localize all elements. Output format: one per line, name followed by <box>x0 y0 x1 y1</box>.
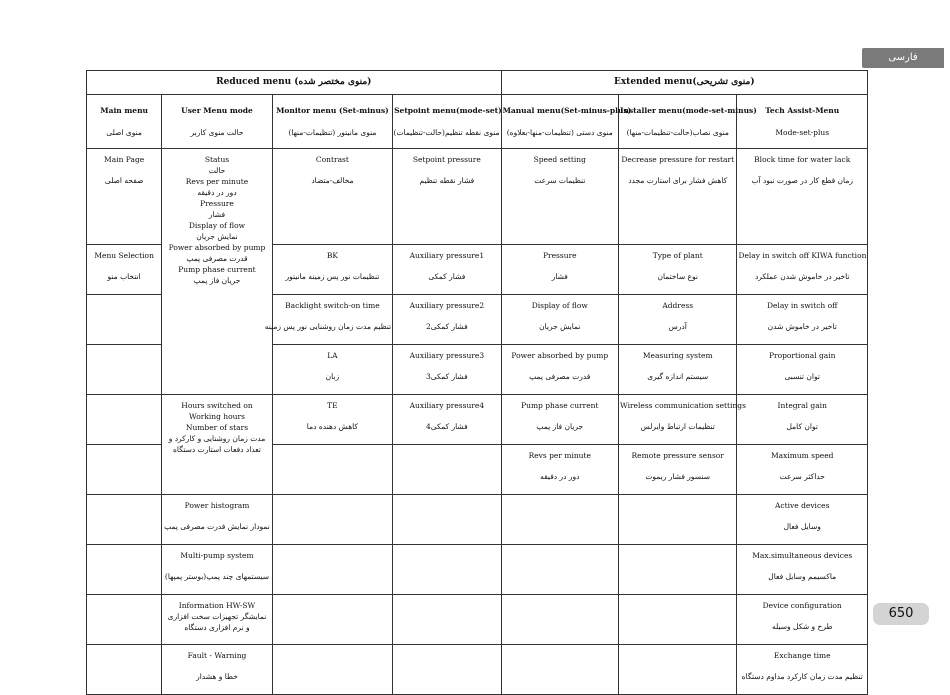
main-cell <box>87 595 162 645</box>
tech-cell <box>737 295 868 345</box>
cell-text: Decrease pressure for restart <box>621 155 735 164</box>
setpoint-cell <box>393 149 501 245</box>
cell-text: TE <box>327 401 338 410</box>
cell-text: زبان <box>325 372 340 381</box>
cell-text: تعداد دفعات استارت دستگاه <box>173 445 261 454</box>
column-header <box>87 95 162 149</box>
column-header-fa: منوی اصلی <box>106 128 142 137</box>
cell-text: وسایل فعال <box>783 522 821 531</box>
column-header <box>737 95 868 149</box>
cell-text: تنظیم مدت زمان کارکرد مداوم دستگاه <box>741 672 863 681</box>
column-header <box>393 95 501 149</box>
cell-text: Revs per minute <box>528 451 591 460</box>
manual-cell <box>501 245 618 295</box>
cell-text: Exchange time <box>773 651 831 660</box>
manual-cell <box>501 445 618 495</box>
table-row <box>87 545 868 595</box>
cell-text: جریان فاز پمپ <box>536 422 584 431</box>
tech-cell <box>737 445 868 495</box>
setpoint-cell <box>393 245 501 295</box>
cell-text: صفحه اصلی <box>104 176 144 185</box>
cell-text: فشار نقطه تنظیم <box>419 176 475 185</box>
column-header <box>272 95 392 149</box>
manual-cell <box>501 149 618 245</box>
cell-text: تاخیر در خاموش شدن عملکرد <box>754 272 850 281</box>
column-header <box>162 95 272 149</box>
cell-text: Proportional gain <box>768 351 836 360</box>
column-header-fa: Mode-set-plus <box>775 128 830 137</box>
cell-text: Multi-pump system <box>180 551 254 560</box>
monitor-cell <box>264 295 392 345</box>
cell-text: Setpoint pressure <box>412 155 481 164</box>
cell-text: Speed setting <box>533 155 586 164</box>
monitor-cell <box>272 345 392 395</box>
user-cell <box>162 495 272 545</box>
cell-text: مخالف-متضاد <box>311 176 354 185</box>
cell-text: قدرت مصرفی پمپ <box>529 372 591 381</box>
cell-text: حداکثر سرعت <box>779 472 825 481</box>
column-header-fa: منوی نقطه تنظیم(حالت-تنظیمات) <box>393 128 500 137</box>
reduced-menu-header: Reduced menu (منوی مختصر شده) <box>87 71 502 95</box>
cell-text: Auxiliary pressure4 <box>409 401 485 410</box>
menu-structure-table <box>86 70 868 695</box>
cell-text: LA <box>327 351 338 360</box>
cell-text: Auxiliary pressure1 <box>409 251 485 260</box>
tech-cell <box>737 395 868 445</box>
cell-text: Display of flow <box>531 301 588 310</box>
setpoint-cell <box>393 545 501 595</box>
main-cell <box>87 345 162 395</box>
main-cell <box>87 545 162 595</box>
cell-text: Fault - Warning <box>187 651 247 660</box>
installer-cell <box>619 295 737 345</box>
cell-text: Integral gain <box>777 401 827 410</box>
monitor-cell <box>272 445 392 495</box>
installer-cell <box>619 595 737 645</box>
manual-cell <box>501 295 618 345</box>
cell-text: نمایش جریان <box>539 322 581 331</box>
table-row <box>87 149 868 245</box>
installer-cell <box>619 245 737 295</box>
installer-cell <box>619 149 737 245</box>
installer-cell <box>619 345 737 395</box>
cell-text: فشار کمکی2 <box>426 322 468 331</box>
cell-text: دور در دقیقه <box>540 472 580 481</box>
cell-text: Hours switched on <box>181 401 253 410</box>
manual-cell <box>501 645 618 695</box>
cell-text: BK <box>326 251 338 260</box>
installer-cell <box>619 545 737 595</box>
setpoint-cell <box>393 295 501 345</box>
installer-cell <box>619 445 737 495</box>
cell-text: Pressure <box>542 251 577 260</box>
column-header-en: Installer menu(mode-set-minus) <box>620 106 757 115</box>
main-cell <box>87 495 162 545</box>
monitor-cell <box>272 645 392 695</box>
cell-text: فشار کمکی4 <box>426 422 468 431</box>
cell-text: Pump phase current <box>178 265 256 274</box>
cell-text: Max.simultaneous devices <box>752 551 853 560</box>
tech-cell <box>737 345 868 395</box>
cell-text: نوع ساختمان <box>657 272 698 281</box>
main-cell <box>87 645 162 695</box>
installer-cell <box>619 395 746 445</box>
cell-text: Backlight switch-on time <box>285 301 380 310</box>
monitor-cell <box>272 545 392 595</box>
column-header-en: User Menu mode <box>181 106 253 115</box>
cell-text: Type of plant <box>652 251 703 260</box>
column-header-en: Manual menu(Set-minus-plus) <box>502 106 632 115</box>
installer-cell <box>619 645 737 695</box>
tech-cell <box>737 545 868 595</box>
cell-text: کاهش دهنده دما <box>306 422 359 431</box>
manual-cell <box>501 495 618 545</box>
cell-text: Block time for water lack <box>754 155 851 164</box>
cell-text: فشار کمکی <box>428 272 466 281</box>
cell-text: Pressure <box>200 199 234 208</box>
column-header <box>619 95 757 149</box>
cell-text: نمایشگر تجهیزات سخت افزاری <box>167 612 267 621</box>
setpoint-cell <box>393 345 501 395</box>
cell-text: Delay in switch off KIWA function <box>738 251 867 260</box>
column-header-en: Main menu <box>100 106 148 115</box>
tech-cell <box>737 595 868 645</box>
extended-menu-header: Extended menu(منوی تشریحی) <box>501 71 867 95</box>
user-cell <box>162 645 272 695</box>
table-row <box>87 595 868 645</box>
user-cell <box>162 545 272 595</box>
cell-text: زمان قطع کار در صورت نبود آب <box>751 176 853 185</box>
column-header-en: Tech Assist-Menu <box>765 106 840 115</box>
monitor-cell <box>272 495 392 545</box>
cell-text: Power histogram <box>184 501 250 510</box>
main-cell <box>87 245 162 295</box>
setpoint-cell <box>393 645 501 695</box>
column-header-fa: منوی دستی (تنظیمات-منها-بعلاوه) <box>506 128 613 137</box>
page-number: 650 <box>873 603 929 625</box>
cell-text: Power absorbed by pump <box>511 351 609 360</box>
cell-text: تنظیمات ارتباط وایرلس <box>640 422 715 431</box>
main-cell <box>87 149 162 245</box>
cell-text: Auxiliary pressure3 <box>409 351 485 360</box>
cell-text: سیستمهای چند پمپ(بوستر پمپها) <box>164 572 270 581</box>
user-cell <box>162 395 272 495</box>
cell-text: Power absorbed by pump <box>168 243 266 252</box>
cell-text: فشار <box>551 272 568 281</box>
manual-cell <box>501 595 618 645</box>
cell-text: Status <box>204 155 230 164</box>
cell-text: ماکسیمم وسایل فعال <box>768 572 837 581</box>
cell-text: Number of stars <box>185 423 249 432</box>
column-header-en: Monitor menu (Set-minus) <box>276 106 389 115</box>
cell-text: نمودار نمایش قدرت مصرفی پمپ <box>164 522 270 531</box>
user-cell <box>162 595 272 645</box>
cell-text: سنسور فشار ریموت <box>645 472 711 481</box>
cell-text: Device configuration <box>762 601 842 610</box>
cell-text: حالت <box>208 166 226 175</box>
cell-text: آدرس <box>668 322 687 331</box>
manual-cell <box>501 395 618 445</box>
table-row <box>87 645 868 695</box>
cell-text: طرح و شکل وسیله <box>771 622 833 631</box>
monitor-cell <box>272 595 392 645</box>
table-row <box>87 395 868 445</box>
cell-text: Wireless communication settings <box>620 401 746 410</box>
cell-text: Address <box>662 301 694 310</box>
cell-text: خطا و هشدار <box>196 672 238 681</box>
main-cell <box>87 395 162 445</box>
column-header-fa: منوی مانیتور (تنظیمات-منها) <box>288 128 377 137</box>
cell-text: دور در دقیقه <box>197 188 237 197</box>
cell-text: تنظیم مدت زمان روشنایی نور پس زمینه <box>264 322 392 331</box>
monitor-cell <box>272 245 392 295</box>
language-tab[interactable]: فارسی <box>862 48 944 68</box>
cell-text: Maximum speed <box>770 451 834 460</box>
setpoint-cell <box>393 395 501 445</box>
cell-text: Revs per minute <box>185 177 249 186</box>
column-header-fa: حالت منوی کاربر <box>190 128 244 137</box>
cell-text: تنظیمات نور پس زمینه مانیتور <box>285 272 380 281</box>
cell-text: فشار کمکی3 <box>426 372 468 381</box>
cell-text: انتخاب منو <box>107 272 141 281</box>
column-header <box>501 95 632 149</box>
table-row <box>87 495 868 545</box>
tech-cell <box>737 245 868 295</box>
user-cell <box>162 149 272 395</box>
cell-text: Auxiliary pressure2 <box>409 301 485 310</box>
cell-text: سیستم اندازه گیری <box>647 372 709 381</box>
cell-text: Delay in switch off <box>766 301 838 310</box>
setpoint-cell <box>393 445 501 495</box>
cell-text: Remote pressure sensor <box>631 451 724 460</box>
monitor-cell <box>272 395 392 445</box>
manual-cell <box>501 345 618 395</box>
cell-text: نمایش جریان <box>196 232 238 241</box>
cell-text: قدرت مصرفی پمپ <box>186 254 248 263</box>
cell-text: Working hours <box>189 412 245 421</box>
cell-text: Display of flow <box>188 221 246 230</box>
cell-text: Measuring system <box>642 351 713 360</box>
main-cell <box>87 295 162 345</box>
cell-text: جریان فاز پمپ <box>193 276 241 285</box>
cell-text: فشار <box>208 210 226 219</box>
installer-cell <box>619 495 737 545</box>
manual-cell <box>501 545 618 595</box>
tech-cell <box>737 645 868 695</box>
cell-text: Information HW-SW <box>178 601 256 610</box>
setpoint-cell <box>393 495 501 545</box>
cell-text: تاخیر در خاموش شدن <box>767 322 837 331</box>
main-cell <box>87 445 162 495</box>
cell-text: کاهش فشار برای استارت مجدد <box>628 176 728 185</box>
monitor-cell <box>272 149 392 245</box>
column-header-fa: منوی نصاب(حالت-تنظیمات-منها) <box>626 128 729 137</box>
cell-text: Pump phase current <box>521 401 599 410</box>
cell-text: Contrast <box>315 155 349 164</box>
column-header-en: Setpoint menu(mode-set) <box>394 106 502 115</box>
cell-text: توان تنسبی <box>784 372 820 381</box>
cell-text: تنظیمات سرعت <box>534 176 586 185</box>
cell-text: Menu Selection <box>94 251 154 260</box>
cell-text: مدت زمان روشنایی و کارکرد و <box>168 434 266 443</box>
tech-cell <box>737 149 868 245</box>
cell-text: Active devices <box>774 501 830 510</box>
tech-cell <box>737 495 868 545</box>
cell-text: توان کامل <box>786 422 818 431</box>
cell-text: Main Page <box>104 155 145 164</box>
setpoint-cell <box>393 595 501 645</box>
cell-text: و نرم افزاری دستگاه <box>184 623 250 632</box>
